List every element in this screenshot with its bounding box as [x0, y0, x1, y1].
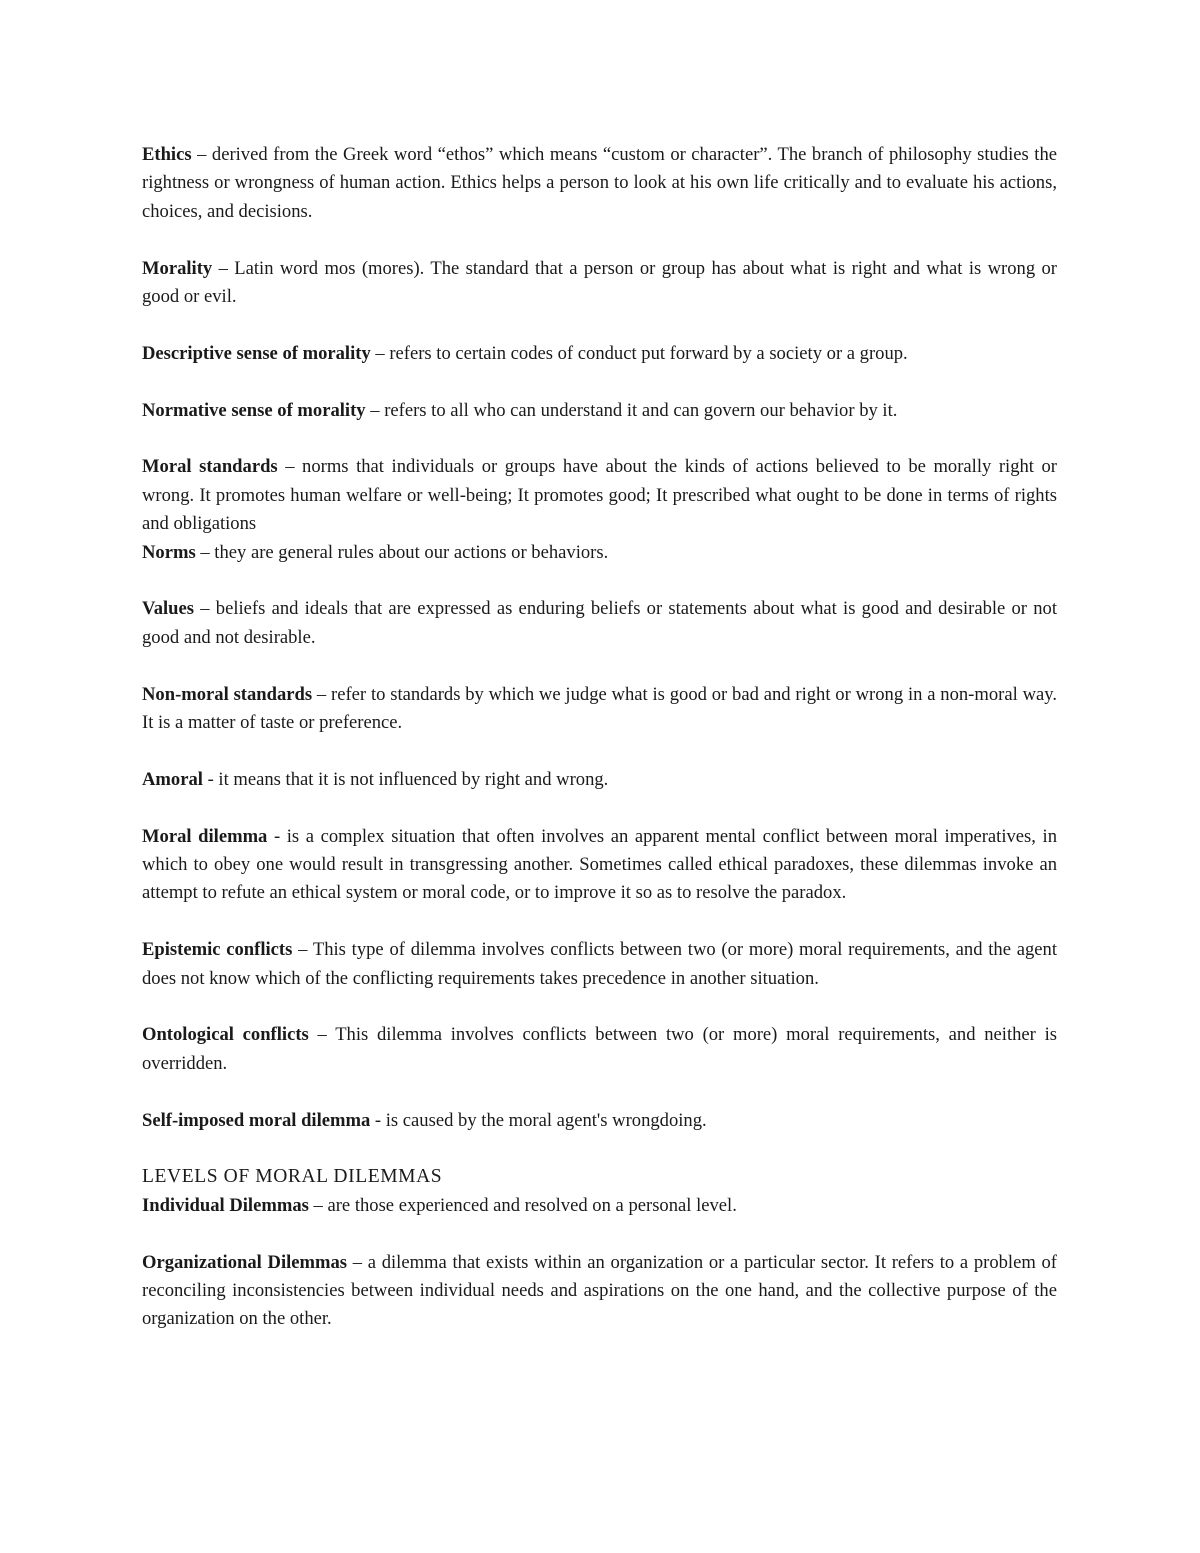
definition-text: – derived from the Greek word “ethos” which means “custom or character”. The branch of philosophy studies the rightness or wrongness of human action. Ethics helps a person to look at his own life critically and to evaluate his actions, choices, and decisions.: [142, 144, 1057, 222]
definition-text: – they are general rules about our actions or behaviors.: [195, 541, 609, 563]
definition-text: – refers to all who can understand it and can govern our behavior by it.: [365, 399, 898, 421]
definition-organizational-dilemmas: [142, 1249, 1057, 1334]
definition-moral-dilemma: [142, 823, 1057, 908]
term-label: Individual Dilemmas: [142, 1194, 309, 1216]
term-label: Normative sense of morality: [142, 399, 366, 421]
document-page: [142, 141, 1057, 1362]
definition-normative-sense: [142, 397, 1057, 425]
definition-moral-standards: [142, 453, 1057, 538]
definition-self-imposed-dilemma: [142, 1107, 1057, 1135]
definition-individual-dilemmas: [142, 1192, 1057, 1220]
definition-values: [142, 595, 1057, 652]
term-label: Ontological conflicts: [142, 1024, 309, 1046]
definition-text: – Latin word mos (mores). The standard that a person or group has about what is right and what is wrong or good or evil.: [142, 257, 1057, 308]
term-label: Descriptive sense of morality: [142, 342, 371, 364]
definition-epistemic-conflicts: [142, 936, 1057, 993]
definition-text: – This dilemma involves conflicts between two (or more) moral requirements, and neither is overridden.: [142, 1024, 1057, 1074]
definition-text: - is caused by the moral agent's wrongdoing.: [370, 1109, 707, 1131]
term-label: Amoral: [142, 768, 203, 790]
term-label: Non-moral standards: [142, 683, 313, 705]
definition-ontological-conflicts: [142, 1021, 1057, 1078]
definition-amoral: [142, 766, 1057, 794]
definition-text: – a dilemma that exists within an organization or a particular sector. It refers to a problem of reconciling inconsistencies between individual needs and aspirations on the one hand, and the collective purpose of the organization on the other.: [142, 1251, 1057, 1330]
term-label: Organizational Dilemmas: [142, 1251, 348, 1273]
definition-descriptive-sense: [142, 340, 1057, 368]
definition-text: – refer to standards by which we judge what is good or bad and right or wrong in a non-moral way. It is a matter of taste or preference.: [142, 683, 1057, 734]
definition-ethics: [142, 141, 1057, 226]
term-label: Self-imposed moral dilemma: [142, 1109, 371, 1131]
term-label: Moral standards: [142, 456, 278, 478]
definition-text: - it means that it is not influenced by right and wrong.: [202, 768, 609, 790]
definition-norms: [142, 539, 1057, 567]
definition-text: – refers to certain codes of conduct put forward by a society or a group.: [370, 342, 908, 364]
term-label: Values: [142, 598, 195, 620]
definition-morality: [142, 255, 1057, 312]
section-heading-levels: LEVELS OF MORAL DILEMMAS: [142, 1166, 443, 1188]
definition-text: – beliefs and ideals that are expressed as enduring beliefs or statements about what is good and desirable or not good and not desirable.: [142, 598, 1057, 648]
term-label: Moral dilemma: [142, 825, 268, 847]
definition-text: – This type of dilemma involves conflicts between two (or more) moral requirements, and the agent does not know which of the conflicting requirements takes precedence in another situation.: [142, 939, 1057, 989]
term-label: Ethics: [142, 144, 192, 165]
definition-text: - is a complex situation that often involves an apparent mental conflict between moral imperatives, in which to obey one would result in transgressing another. Sometimes called ethical paradoxes, these dilemmas invoke an attempt to refute an ethical system or moral code, or to improve it so as to resolve the paradox.: [142, 825, 1057, 904]
definition-text: – are those experienced and resolved on a personal level.: [308, 1194, 737, 1216]
term-label: Epistemic conflicts: [142, 939, 293, 961]
term-label: Norms: [142, 541, 196, 563]
definition-text: – norms that individuals or groups have about the kinds of actions believed to be morally right or wrong. It promotes human welfare or well-being; It promotes good; It prescribed what ought to be done in terms of rights and obligations: [142, 456, 1057, 535]
definition-non-moral-standards: [142, 681, 1057, 738]
term-label: Morality: [142, 257, 213, 279]
